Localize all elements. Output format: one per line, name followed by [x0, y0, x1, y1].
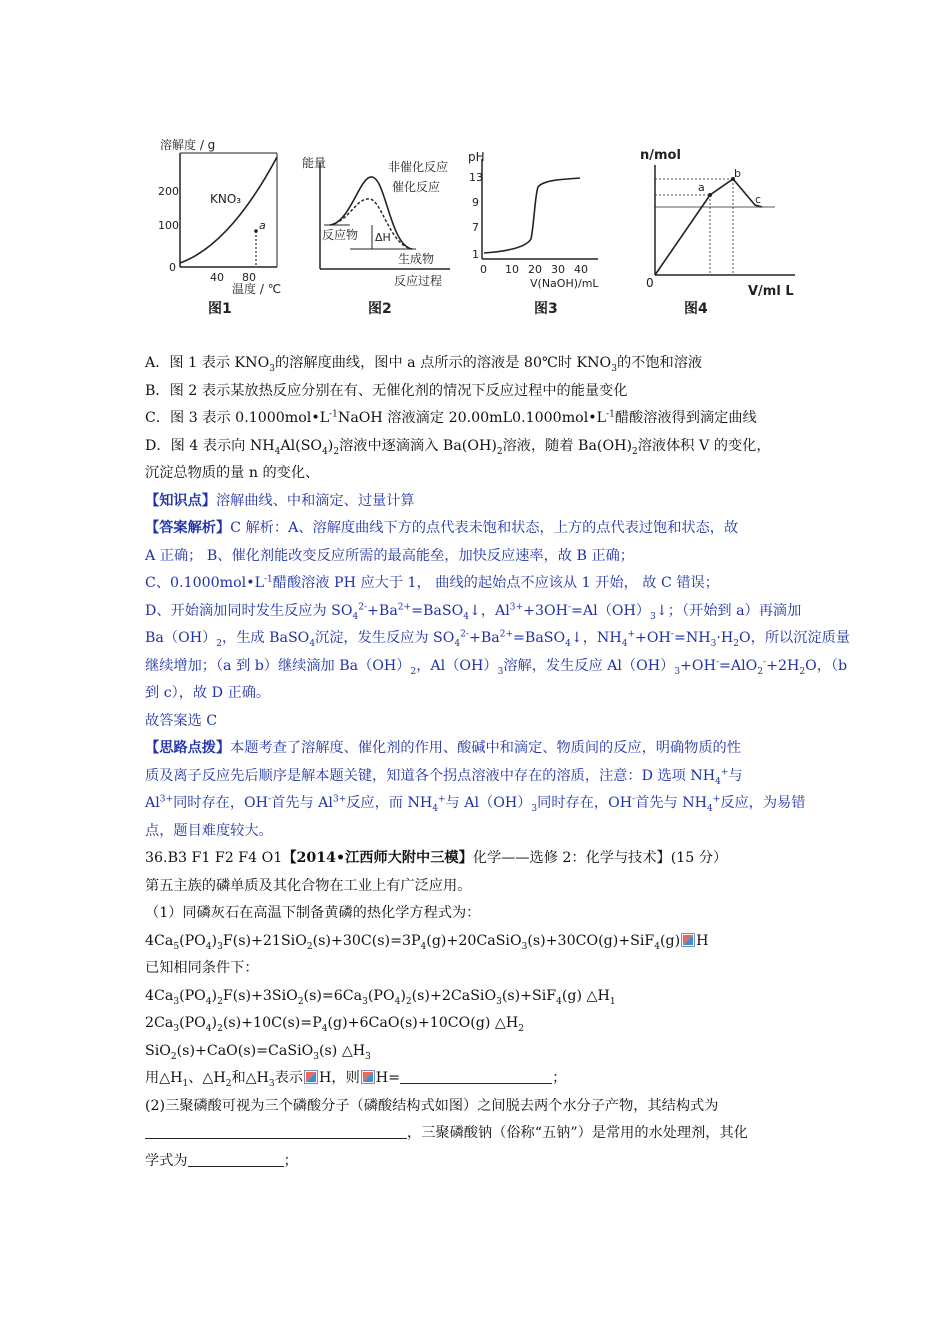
fig4-xlabel: V/ml L [748, 284, 794, 299]
fig4-ylabel: n/mol [640, 148, 681, 163]
fig3-xtick-10: 10 [505, 263, 519, 276]
fig2-product-label: 生成物 [398, 252, 435, 266]
thinking-hint: 【思路点拨】本题考查了溶解度、催化剂的作用、酸碱中和滴定、物质间的反应，明确物质的性 质及离子反应先后顺序是解本题关键，知道各个拐点溶液中存在的溶质，注意：D 选项 $NH_4^+$与 $Al^{3+}$同时存在，OH-首先与 $Al^{3+}$反应，而 $NH_4^+$与 $Al(OH)_3$同时存在，OH-首先与 $NH_4^+$反应，为易错 点，题目难度较大。 [145, 740, 806, 839]
fig4-line [655, 179, 762, 275]
fig3-ytick-7: 7 [472, 221, 479, 234]
fig4-origin: 0 [646, 276, 654, 290]
option-b: B．图 2 表示某放热反应分别在有、无催化剂的情况下反应过程中的能量变化 [145, 382, 628, 399]
fig4-point-a: a [698, 181, 705, 194]
express-line: 用$\triangle H_1$、$\triangle H_2$和$\triangle H_3$表示 H，则 H= ； [145, 1065, 813, 1093]
fig3-ytick-1: 1 [472, 248, 479, 261]
question-36: 36.B3 F1 F2 F4 O1【2014•江西师大附中三模】化学——选修 2：化学与技术】(15 分） 第五主族的磷单质及其化合物在工业上有广泛应用。 （1）同磷灰石在高温下制备黄磷的热化学方程式为： $4Ca_5(PO_4)_3F(s)+21SiO_2(s)+30C(s)=3P_4(g)+20CaSiO_3(s)+30CO(g)+SiF_4(g)$ H 已知相同条件下： $4Ca_3(PO_4)_2F(s)+3SiO_2(s)=6Ca_3(PO_4)_2(s)+2CaSiO_3(s)+SiF_4(g)$ $\triangle H_1$ $2Ca_3(PO_4)_2(s)+10C(s)=P_4(g)+6CaO(s)+10CO(g)$ $\triangle H_2$ SiO$_2$(s)+CaO(s)=CaSiO$_3$(s) $\triangle H_3$ 用$\triangle H_1$、$\triangle H_2$和$\triangle H_3$表示 H，则 H= ； (2)三聚磷酸可视为三个磷酸分子（磷酸结构式如图）之间脱去两个水分子产物，其结构式为 ，三聚磷酸钠（俗称“五钠”）是常用的水处理剂，其化 学式为 ； [145, 845, 813, 1175]
fig3-ylabel: pH [468, 150, 485, 164]
fig1-ytick-200: 200 [158, 185, 179, 198]
figure-2 [302, 155, 450, 317]
delta-image-icon [361, 1070, 375, 1084]
document-body [145, 350, 850, 1175]
fig2-curve2-label: 催化反应 [392, 180, 441, 194]
figure-1 [158, 137, 281, 317]
figures-row [150, 135, 810, 325]
option-c: C．图 3 表示 $0.1000mol•L^{-1}NaOH$ 溶液滴定 $20.00mL0.1000mol•L^{-1}$醋酸溶液得到滴定曲线 [145, 409, 757, 426]
delta-image-icon [304, 1070, 318, 1084]
answer-blank-3[interactable] [188, 1150, 284, 1167]
equation-3: SiO$_2$(s)+CaO(s)=CaSiO$_3$(s) $\triangle H_3$ [145, 1042, 371, 1062]
fig1-series-label: KNO₃ [210, 192, 242, 206]
main-equation: $4Ca_5(PO_4)_3F(s)+21SiO_2(s)+30C(s)=3P_4(g)+20CaSiO_3(s)+30CO(g)+SiF_4(g)$ H [145, 932, 709, 952]
fig4-caption: 图4 [684, 301, 708, 317]
fig3-xtick-40: 40 [574, 263, 588, 276]
fig1-xtick-40: 40 [210, 271, 224, 284]
fig1-kno3-curve [180, 157, 277, 263]
fig1-ytick-0: 0 [169, 261, 176, 274]
fig1-point-a [254, 229, 258, 233]
answer-analysis: 【答案解析】C 解析：A、溶解度曲线下方的点代表未饱和状态，上方的点代表过饱和状态，故 A 正确； B、催化剂能改变反应所需的最高能垒，加快反应速率，故 B 正确； C、$0.1000mol•L^{-1}$醋酸溶液 PH 应大于 1， 曲线的起始点不应该从 1 开始， 故 C 错误； D、开始滴加同时发生反应为 $SO_4^{2-}+Ba^{2+}=BaSO_4↓$，$Al^{3+}+3OH^-=Al(OH)_3↓$；（开始到 a）再滴加 $Ba(OH)_2$，生成 BaSO$_4$沉淀，发生反应为 $SO_4^{2-}+Ba^{2+}=BaSO_4↓$，$NH_4^++OH^-=NH_3\cdot H_2O$，所以沉淀质量 继续增加；（a 到 b）继续滴加 $Ba(OH)_2$，$Al(OH)_3$溶解，发生反应 $Al(OH)_3+OH^-=AlO_2^-+2H_2O$，（b 到 c），故 D 正确。 故答案选 C [145, 520, 850, 729]
equation-1: $4Ca_3(PO_4)_2F(s)+3SiO_2(s)=6Ca_3(PO_4)_2(s)+2CaSiO_3(s)+SiF_4(g)$ $\triangle H_1$ [145, 987, 616, 1007]
fig3-xtick-20: 20 [528, 263, 542, 276]
fig3-caption: 图3 [534, 301, 558, 317]
delta-image-icon [681, 933, 695, 947]
figures-svg [150, 135, 810, 325]
option-d: D．图 4 表示向 $NH_4Al(SO_4)_2$溶液中逐滴滴入 $Ba(OH)_2$溶液，随着 $Ba(OH)_2$溶液体积 V 的变化， [145, 437, 771, 457]
fig3-ytick-9: 9 [472, 196, 479, 209]
fig1-xtick-80: 80 [242, 271, 256, 284]
fig1-ytick-100: 100 [158, 219, 179, 232]
option-d-cont: 沉淀总物质的量 n 的变化、 [145, 465, 320, 481]
fig1-ylabel: 溶解度 / g [160, 138, 216, 152]
fig1-point-label: a [259, 219, 266, 232]
equation-2: $2Ca_3(PO_4)_2(s)+10C(s)=P_4(g)+6CaO(s)+10CO(g)$ $\triangle H_2$ [145, 1015, 524, 1034]
option-a: A．图 1 表示 $KNO_3$的溶解度曲线，图中 a 点所示的溶液是 80℃时 $KNO_3$的不饱和溶液 [145, 355, 703, 374]
fig3-xlabel: V(NaOH)/mL [530, 277, 599, 290]
fig1-xlabel: 温度 / ℃ [232, 282, 282, 296]
fig2-caption: 图2 [368, 301, 392, 317]
fig2-delta-label: ΔH [375, 231, 391, 244]
fig2-ylabel: 能量 [302, 156, 327, 170]
fig3-titration-curve [484, 178, 580, 253]
figure-4 [640, 148, 795, 317]
fig2-reactant-label: 反应物 [322, 228, 359, 242]
fig3-xtick-0: 0 [480, 263, 487, 276]
fig3-xtick-30: 30 [551, 263, 565, 276]
fig4-point-c: c [755, 193, 762, 206]
fig2-curve1-label: 非催化反应 [388, 160, 449, 174]
fig1-caption: 图1 [208, 301, 232, 317]
fig2-xlabel: 反应过程 [394, 274, 443, 288]
answer-blank-1[interactable] [400, 1067, 552, 1084]
figure-3 [468, 150, 599, 317]
answer-blank-2[interactable] [145, 1122, 407, 1139]
fig4-point-b: b [734, 167, 741, 180]
knowledge-point: 【知识点】溶解曲线、中和滴定、过量计算 [145, 492, 415, 509]
fig3-ytick-13: 13 [469, 171, 483, 184]
